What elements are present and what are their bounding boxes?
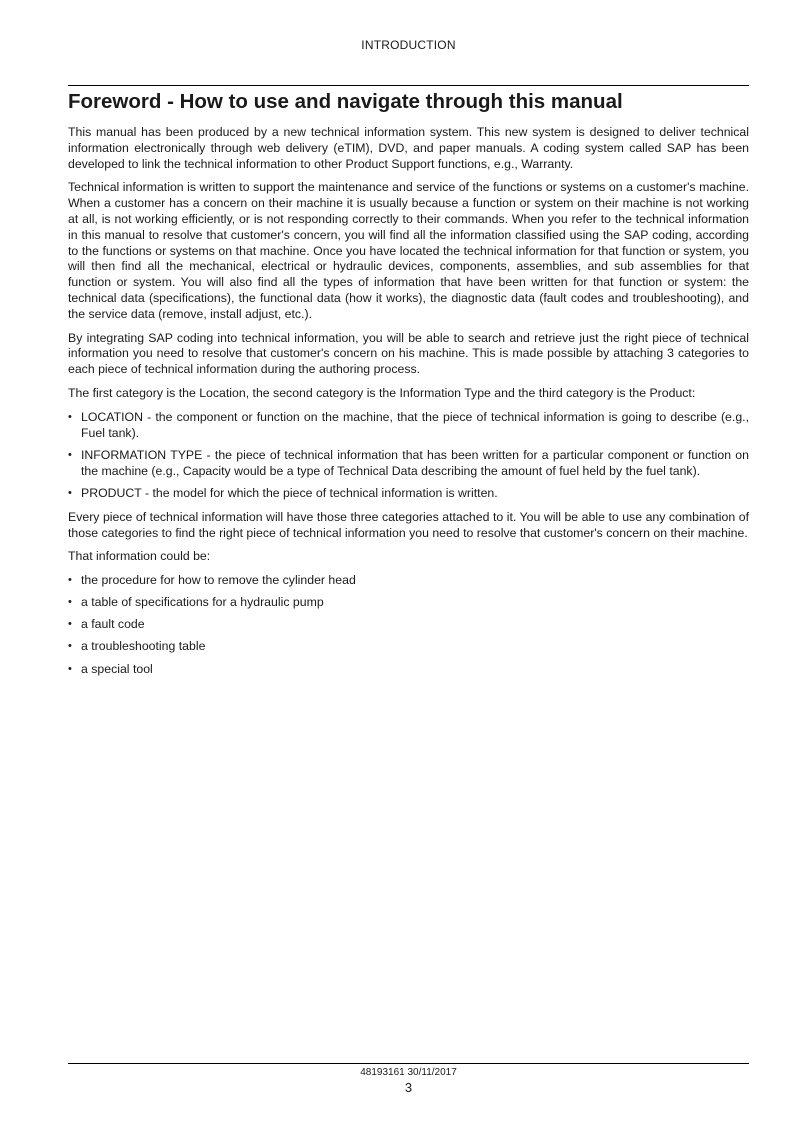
- bullet-glyph: •: [68, 574, 72, 587]
- paragraph-examples-intro: That information could be:: [68, 549, 211, 564]
- bullet-glyph: •: [68, 662, 72, 675]
- bullet-glyph: •: [68, 486, 72, 499]
- manual-page: [68, 0, 749, 1124]
- list-item-text: a special tool: [81, 661, 153, 676]
- running-header: INTRODUCTION: [361, 38, 456, 52]
- bullet-glyph: •: [68, 448, 72, 461]
- bullet-glyph: •: [68, 640, 72, 653]
- list-item-text: INFORMATION TYPE - the piece of technical information that has been written for a particular component or function on the machine (e.g., Capacity would be a type of Technical Data describing the amount of fuel held by the fuel tank).: [81, 447, 749, 478]
- list-item-text: PRODUCT - the model for which the piece of technical information is written.: [81, 485, 498, 500]
- page-title: Foreword - How to use and navigate through this manual: [68, 90, 623, 113]
- bullet-glyph: •: [68, 410, 72, 423]
- list-item-text: a fault code: [81, 617, 145, 632]
- paragraph-sap-coding: By integrating SAP coding into technical information, you will be able to search and retrieve just the right piece of technical information you need to resolve that customer's concern on his machine. This is made possible by attaching 3 categories to each piece of technical information during the authoring process.: [68, 330, 749, 377]
- list-item-text: a troubleshooting table: [81, 639, 206, 654]
- category-list: [68, 410, 749, 502]
- footer-rule: [68, 1063, 749, 1064]
- list-item: [68, 662, 749, 678]
- example-list: [68, 573, 749, 677]
- list-item: [68, 573, 749, 589]
- list-item-information-type: [68, 448, 749, 480]
- list-item-text: LOCATION - the component or function on the machine, that the piece of technical information is going to describe (e.g., Fuel tank).: [81, 409, 749, 440]
- page-number: 3: [404, 1080, 413, 1095]
- paragraph-categories-intro: The first category is the Location, the second category is the Information Type and the third category is the Product:: [68, 385, 696, 400]
- body-text: [68, 125, 749, 685]
- list-item: [68, 617, 749, 633]
- list-item-product: [68, 486, 749, 502]
- list-item-text: the procedure for how to remove the cylinder head: [81, 573, 356, 588]
- document-reference: 48193161 30/11/2017: [360, 1067, 457, 1078]
- bullet-glyph: •: [68, 596, 72, 609]
- paragraph-intro: This manual has been produced by a new technical information system. This new system is designed to deliver technical information electronically through web delivery (eTIM), DVD, and paper manuals. A coding system called SAP has been developed to link the technical information to other Product Support functions, e.g., Warranty.: [68, 125, 749, 171]
- list-item: [68, 639, 749, 655]
- list-item-text: a table of specifications for a hydraulic pump: [81, 595, 324, 610]
- header-rule: [68, 85, 749, 86]
- list-item-location: [68, 410, 749, 442]
- paragraph-combination: Every piece of technical information will have those three categories attached to it. You will be able to use any combination of those categories to find the right piece of technical information you need to resolve that customer's concern on their machine.: [68, 509, 749, 540]
- list-item: [68, 595, 749, 611]
- paragraph-technical-information: Technical information is written to support the maintenance and service of the functions or systems on a customer's machine. When a customer has a concern on their machine it is usually because a function or system on their machine is not working at all, is not working efficiently, or is not responding correctly to their commands. When you refer to the technical information in this manual to resolve that customer's concern, you will find all the information classified using the SAP coding, according to the functions or systems on that machine. Once you have located the technical information for that function or system, you will then find all the mechanical, electrical or hydraulic devices, components, assemblies, and sub assemblies for that function or system. You will also find all the types of information that have been written for that function or system: the technical data (specifications), the functional data (how it works), the diagnostic data (fault codes and troubleshooting), and the service data (remove, install adjust, etc.).: [68, 180, 749, 321]
- bullet-glyph: •: [68, 618, 72, 631]
